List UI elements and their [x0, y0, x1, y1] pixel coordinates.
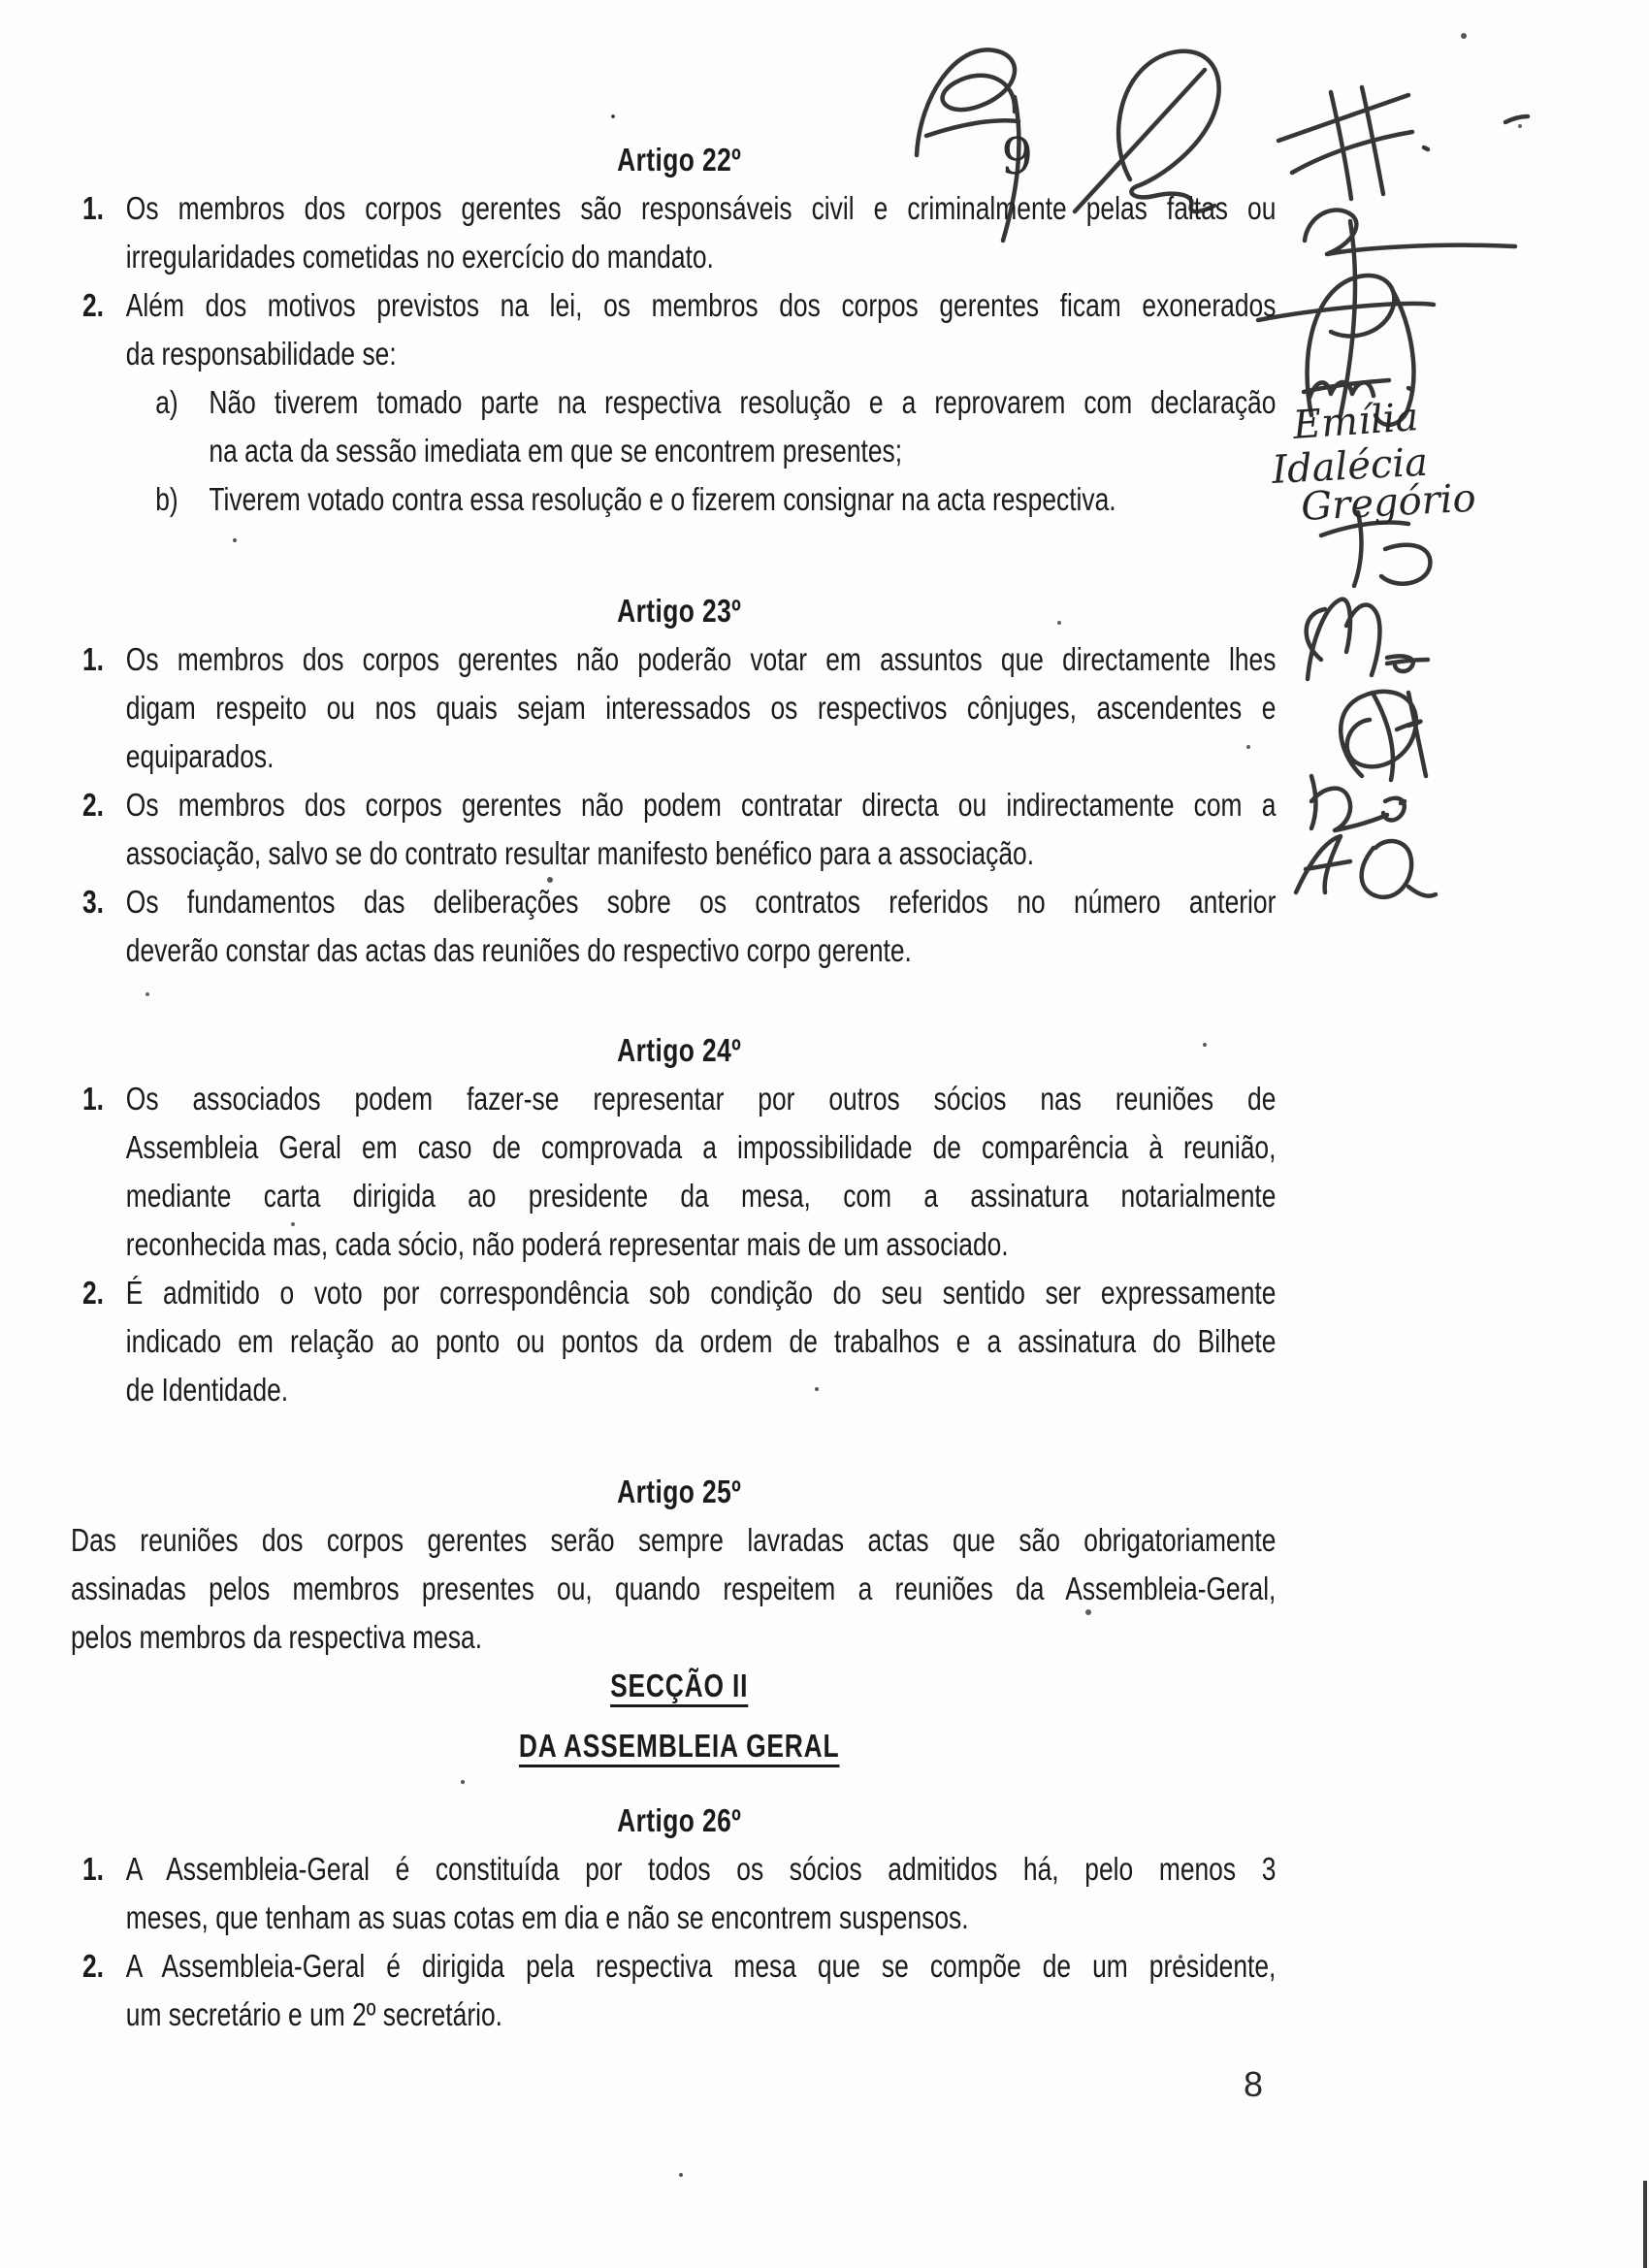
- list-item: [82, 1075, 1276, 1269]
- text-line: digam respeito ou nos quais sejam interessados os respectivos cônjuges, ascendentes e: [125, 690, 1277, 726]
- text-line: indicado em relação ao ponto ou pontos da ordem de trabalhos e a assinatura do Bilhete: [125, 1323, 1277, 1359]
- item-label: 3.: [82, 884, 105, 920]
- list-item: [82, 1942, 1276, 2039]
- text-line: irregularidades cometidas no exercício do mandato.: [125, 239, 714, 275]
- article-heading: Artigo 23º: [617, 593, 742, 629]
- item-label: 2.: [82, 1948, 105, 1984]
- scan-edge-artifact: [1643, 2181, 1647, 2268]
- item-label: 1.: [82, 190, 105, 226]
- text-line: A Assembleia-Geral é constituída por todos os sócios admitidos há, pelo menos 3: [125, 1851, 1277, 1887]
- signature-scribble-8: [1307, 599, 1428, 679]
- text-line: Tiverem votado contra essa resolução e o fizerem consignar na acta respectiva.: [209, 481, 1116, 517]
- article-heading: Artigo 26º: [617, 1802, 742, 1838]
- item-label: a): [155, 384, 178, 420]
- list-item: [82, 475, 1276, 524]
- list-item: [82, 878, 1276, 975]
- text-line: Assembleia Geral em caso de comprovada a impossibilidade de comparência à reunião,: [125, 1129, 1277, 1165]
- list-item: [82, 1845, 1276, 1942]
- article-24: [82, 1026, 1276, 1414]
- handwritten-name-1: Emília: [1291, 395, 1420, 448]
- article-heading: Artigo 25º: [617, 1474, 742, 1509]
- signature-scribble-5: [1258, 275, 1434, 425]
- item-label: 1.: [82, 1851, 105, 1887]
- text-line: assinadas pelos membros presentes ou, quando respeitem a reuniões da Assembleia-Geral,: [71, 1571, 1277, 1606]
- text-line: associação, salvo se do contrato resultar manifesto benéfico para a associação.: [125, 835, 1035, 871]
- list-item: [82, 635, 1276, 781]
- text-line: pelos membros da respectiva mesa.: [71, 1619, 483, 1655]
- signature-scribble-7: [1321, 512, 1430, 586]
- text-line: Além dos motivos previstos na lei, os membros dos corpos gerentes ficam exonerados: [125, 287, 1277, 323]
- item-label: b): [155, 481, 178, 517]
- list-item: [82, 1269, 1276, 1414]
- text-line: Os associados podem fazer-se representar por outros sócios nas reuniões de: [125, 1081, 1277, 1117]
- handwritten-name-2: Idalécia: [1271, 439, 1430, 493]
- article-heading: Artigo 22º: [617, 142, 742, 178]
- scan-noise-specks: [611, 114, 615, 118]
- article-23: [82, 587, 1276, 975]
- signature-scribble-9: [1341, 692, 1426, 780]
- handwritten-page-number: 9: [999, 127, 1035, 187]
- section-title: SECÇÃO II: [610, 1668, 749, 1703]
- page-number: 8: [1244, 2064, 1264, 2104]
- text-line: na acta da sessão imediata em que se encontrem presentes;: [209, 433, 903, 469]
- signature-scribble-6: [1304, 380, 1412, 398]
- text-line: de Identidade.: [125, 1372, 289, 1408]
- text-line: reconhecida mas, cada sócio, não poderá representar mais de um associado.: [125, 1226, 1009, 1262]
- section-2-heading: [82, 1662, 1276, 1770]
- text-line: Os membros dos corpos gerentes não podem contratar directa ou indirectamente com a: [125, 787, 1277, 823]
- text-line: equiparados.: [125, 738, 275, 774]
- item-label: 2.: [82, 1275, 105, 1311]
- signature-scribble-3: [1278, 87, 1528, 199]
- text-line: Das reuniões dos corpos gerentes serão sempre lavradas actas que são obrigatoriamente: [71, 1522, 1277, 1558]
- section-subtitle: DA ASSEMBLEIA GERAL: [518, 1728, 840, 1764]
- text-line: mediante carta dirigida ao presidente da mesa, com a assinatura notarialmente: [125, 1178, 1277, 1214]
- text-line: meses, que tenham as suas cotas em dia e não se encontrem suspensos.: [125, 1899, 969, 1935]
- list-item: [82, 184, 1276, 281]
- paragraph: [71, 1516, 1276, 1662]
- list-item: [82, 378, 1276, 475]
- text-line: Não tiverem tomado parte na respectiva resolução e a reprovarem com declaração: [209, 384, 1277, 420]
- text-line: É admitido o voto por correspondência sob condição do seu sentido ser expressamente: [125, 1275, 1277, 1311]
- list-item: [82, 781, 1276, 878]
- list-item: [82, 281, 1276, 378]
- item-label: 2.: [82, 287, 105, 323]
- article-26: [82, 1797, 1276, 2039]
- signature-scribble-10: [1311, 776, 1405, 830]
- text-line: Os membros dos corpos gerentes não poderão votar em assuntos que directamente lhes: [125, 641, 1277, 677]
- item-label: 1.: [82, 1081, 105, 1117]
- signature-scribble-11: [1296, 836, 1436, 897]
- item-label: 2.: [82, 787, 105, 823]
- article-22: [82, 136, 1276, 524]
- text-line: Os membros dos corpos gerentes são responsáveis civil e criminalmente pelas faltas ou: [125, 190, 1277, 226]
- signature-scribble-4: [1305, 210, 1515, 415]
- text-line: A Assembleia-Geral é dirigida pela respectiva mesa que se compõe de um presidente,: [125, 1948, 1277, 1984]
- text-line: deverão constar das actas das reuniões do respectivo corpo gerente.: [125, 932, 912, 968]
- article-25: [71, 1468, 1277, 1662]
- text-line: Os fundamentos das deliberações sobre os contratos referidos no número anterior: [125, 884, 1277, 920]
- article-heading: Artigo 24º: [617, 1032, 742, 1068]
- item-label: 1.: [82, 641, 105, 677]
- text-line: um secretário e um 2º secretário.: [125, 1996, 503, 2032]
- handwritten-name-3: Gregório: [1300, 475, 1477, 530]
- text-line: da responsabilidade se:: [125, 336, 397, 372]
